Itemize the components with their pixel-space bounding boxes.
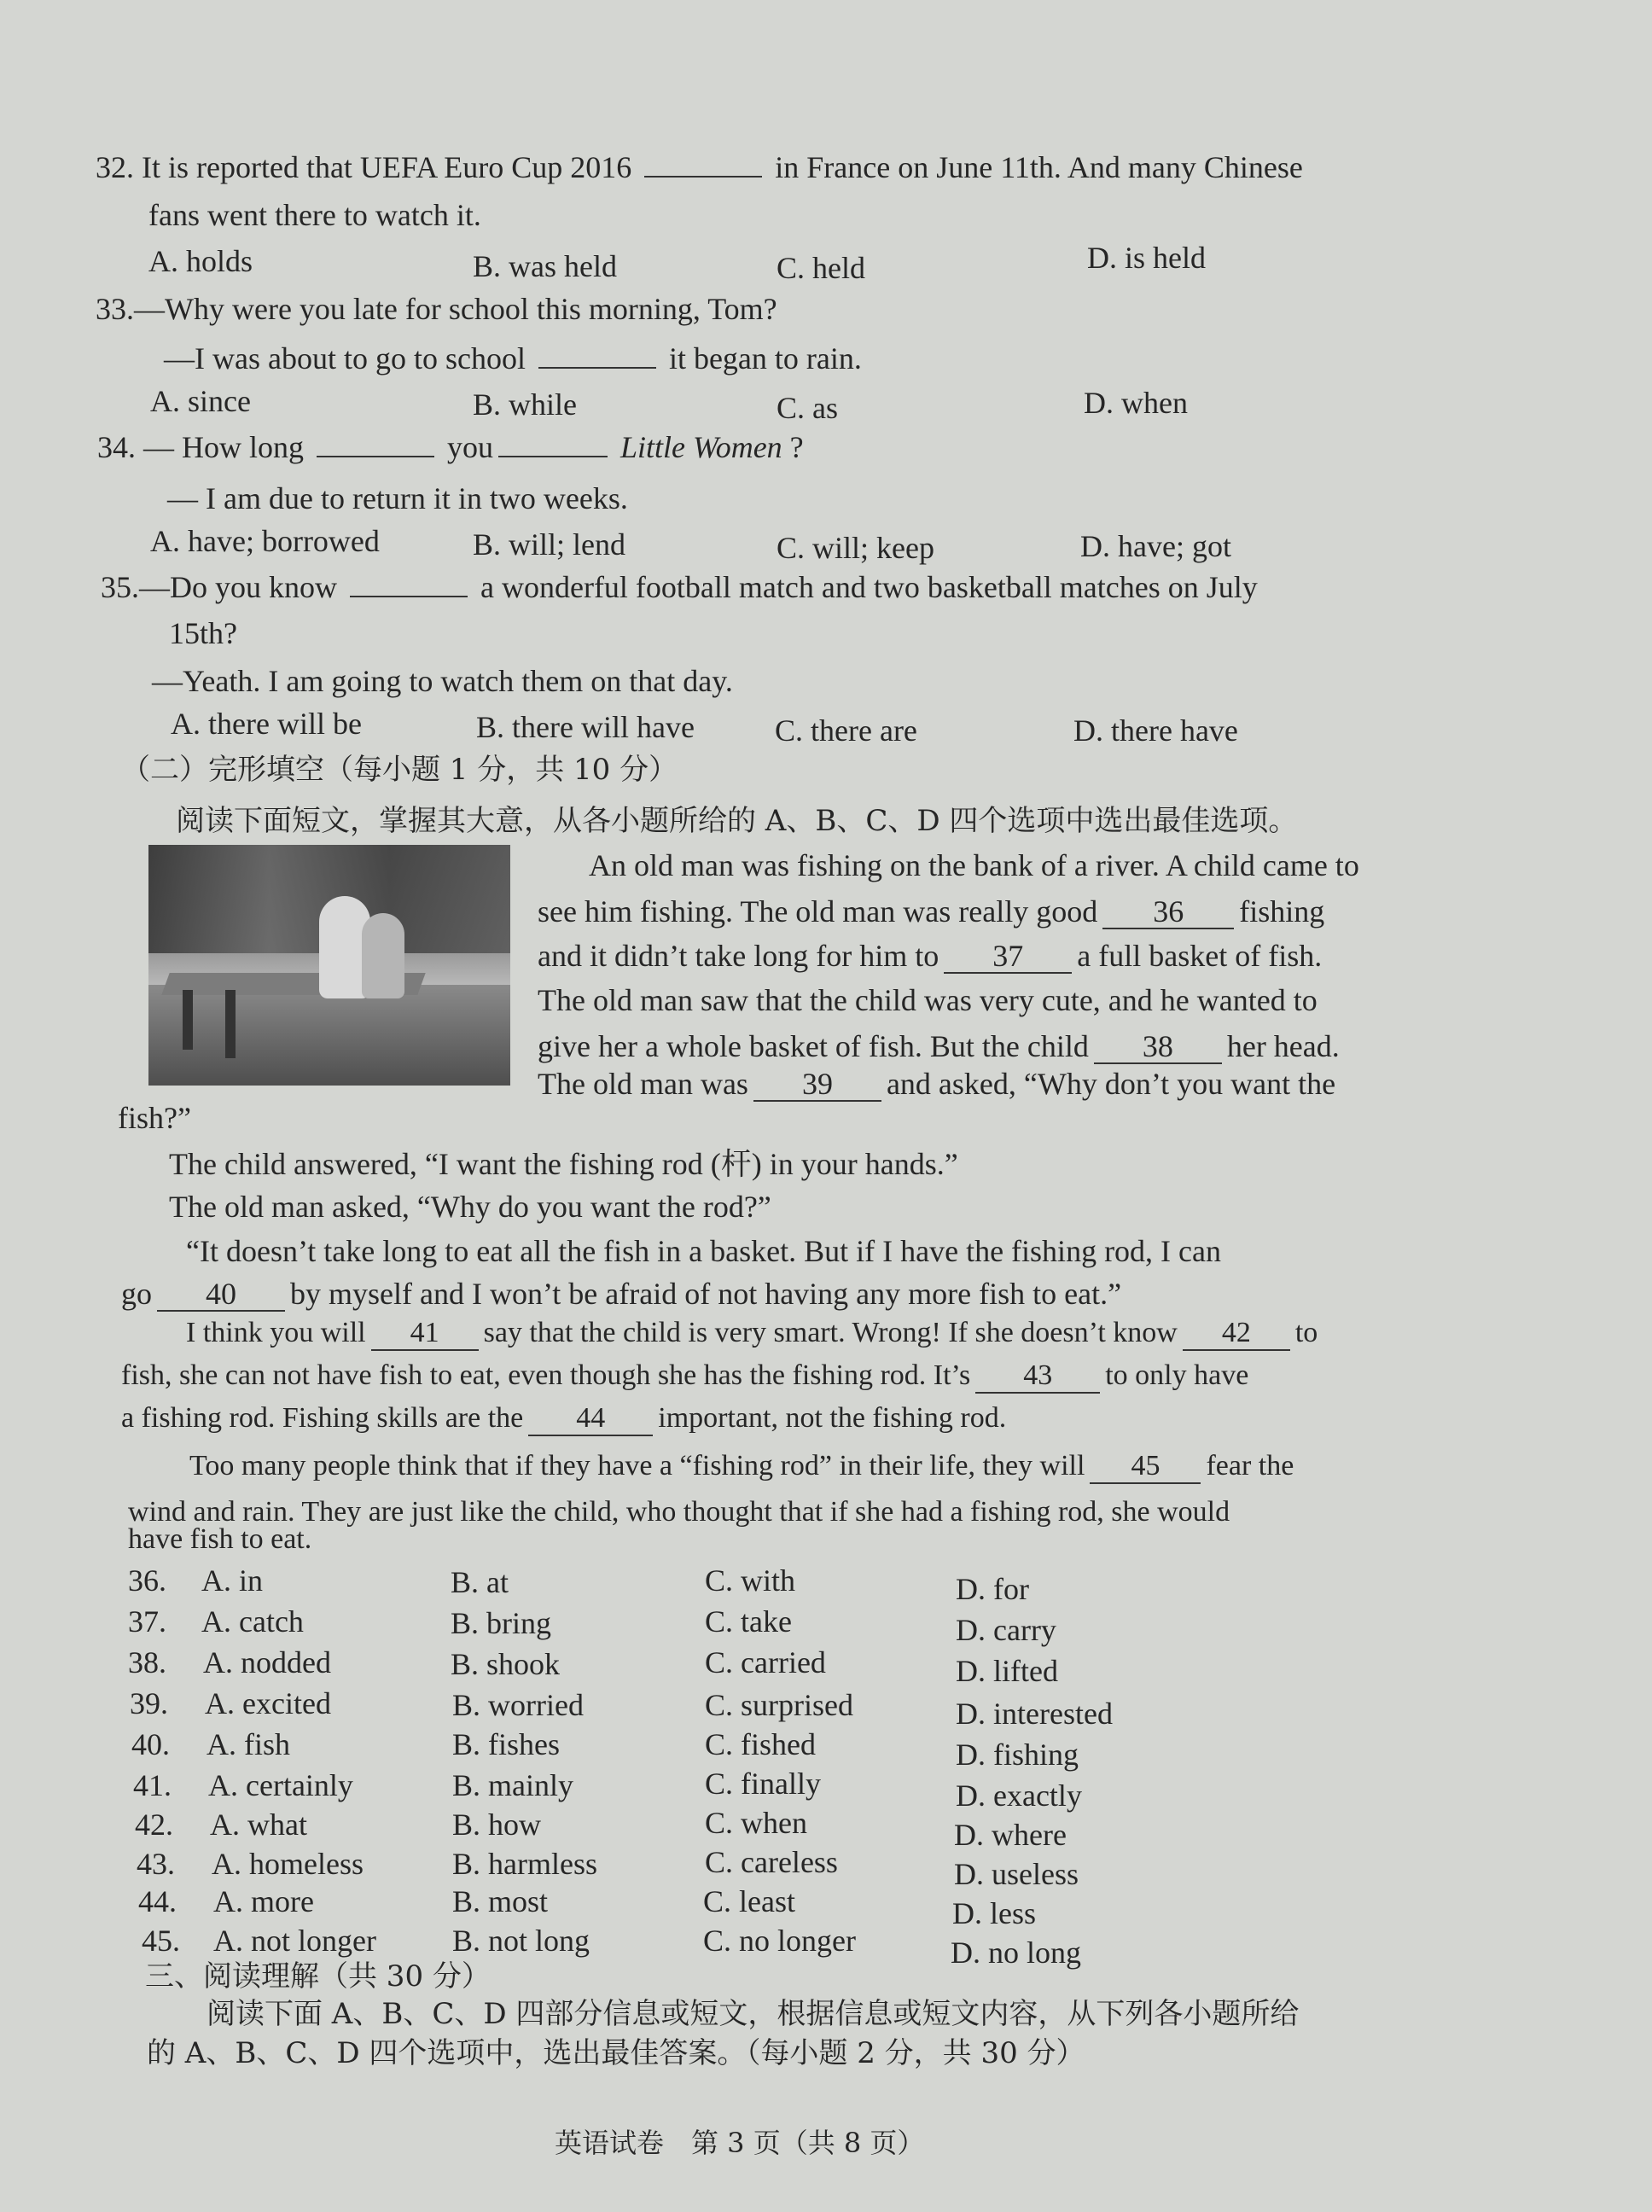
option-a: A. catch bbox=[201, 1604, 304, 1639]
option-b: B. while bbox=[473, 387, 577, 422]
question-34-line2: — I am due to return it in two weeks. bbox=[167, 481, 628, 515]
passage-line: An old man was fishing on the bank of a river. A child came to bbox=[589, 848, 1359, 882]
passage-line: The old man saw that the child was very cute, and he wanted to bbox=[538, 983, 1318, 1017]
passage-line: a fishing rod. Fishing skills are the 44 important, not the fishing rod. bbox=[121, 1400, 1006, 1437]
blank-43: 43 bbox=[975, 1359, 1100, 1394]
blank-41: 41 bbox=[371, 1317, 479, 1351]
blank-45: 45 bbox=[1090, 1450, 1201, 1484]
option-number: 41. bbox=[133, 1768, 172, 1802]
passage-line: The child answered, “I want the fishing rod (杆) in your hands.” bbox=[169, 1147, 958, 1181]
option-d: D. interested bbox=[956, 1697, 1113, 1731]
option-a: A. since bbox=[150, 384, 251, 418]
option-c: C. least bbox=[703, 1884, 795, 1918]
blank-40: 40 bbox=[157, 1278, 285, 1312]
passage-line: “It doesn’t take long to eat all the fish in a basket. But if I have the fishing rod, I can bbox=[186, 1234, 1221, 1268]
option-b: B. was held bbox=[473, 249, 617, 283]
option-d: D. no long bbox=[951, 1936, 1081, 1970]
option-b: B. worried bbox=[452, 1688, 584, 1722]
section-2-heading: （二）完形填空（每小题 1 分，共 10 分） bbox=[121, 753, 678, 787]
question-32: 32. It is reported that UEFA Euro Cup 2016 in France on June 11th. And many Chinese bbox=[96, 150, 1303, 184]
option-number: 44. bbox=[138, 1884, 177, 1918]
blank-36: 36 bbox=[1102, 895, 1234, 929]
question-33: 33.—Why were you late for school this morning, Tom? bbox=[96, 292, 777, 326]
question-33-line2: —I was about to go to school it began to rain. bbox=[164, 341, 862, 375]
option-b: B. not long bbox=[452, 1924, 590, 1958]
option-a: A. have; borrowed bbox=[150, 524, 380, 558]
option-d: D. where bbox=[954, 1818, 1067, 1852]
section-3-instruction-line1: 阅读下面 A、B、C、D 四部分信息或短文，根据信息或短文内容，从下列各小题所给 bbox=[206, 1997, 1300, 2031]
passage-line: The old man was 39 and asked, “Why don’t you want the bbox=[538, 1067, 1336, 1101]
option-d: D. carry bbox=[956, 1613, 1056, 1647]
option-a: A. fish bbox=[206, 1727, 290, 1761]
passage-line: I think you will 41 say that the child is very smart. Wrong! If she doesn’t know 42 to bbox=[186, 1314, 1318, 1352]
passage-photo bbox=[148, 845, 510, 1086]
option-number: 39. bbox=[130, 1686, 168, 1720]
section-3-instruction-line2: 的 A、B、C、D 四个选项中，选出最佳答案。（每小题 2 分，共 30 分） bbox=[147, 2036, 1085, 2070]
question-32-cont: fans went there to watch it. bbox=[148, 198, 481, 232]
option-c: C. there are bbox=[775, 713, 917, 748]
option-number: 45. bbox=[142, 1924, 180, 1958]
question-35-line2: —Yeath. I am going to watch them on that day. bbox=[152, 664, 733, 698]
passage-line: see him fishing. The old man was really good 36 fishing bbox=[538, 894, 1325, 928]
option-d: D. exactly bbox=[956, 1778, 1082, 1813]
option-b: B. mainly bbox=[452, 1768, 573, 1802]
option-c: C. surprised bbox=[705, 1688, 853, 1722]
option-c: C. carried bbox=[705, 1645, 826, 1679]
passage-line: wind and rain. They are just like the child, who thought that if she had a fishing rod, she would bbox=[128, 1496, 1230, 1528]
passage-line: fish?” bbox=[118, 1101, 191, 1135]
option-d: D. less bbox=[952, 1896, 1036, 1930]
option-b: B. bring bbox=[451, 1606, 552, 1640]
option-d: D. fishing bbox=[956, 1738, 1079, 1772]
option-c: C. as bbox=[777, 391, 838, 425]
option-a: A. in bbox=[201, 1563, 263, 1598]
blank-42: 42 bbox=[1183, 1317, 1290, 1351]
option-a: A. more bbox=[213, 1884, 314, 1918]
option-d: D. is held bbox=[1087, 241, 1206, 275]
option-b: B. fishes bbox=[452, 1727, 560, 1761]
blank-44: 44 bbox=[528, 1402, 653, 1436]
option-c: C. will; keep bbox=[777, 531, 934, 565]
option-a: A. holds bbox=[148, 244, 253, 278]
option-b: B. shook bbox=[451, 1647, 561, 1681]
option-d: D. when bbox=[1084, 386, 1188, 420]
section-2-instruction: 阅读下面短文，掌握其大意，从各小题所给的 A、B、C、D 四个选项中选出最佳选项。 bbox=[176, 804, 1298, 838]
option-c: C. when bbox=[705, 1806, 807, 1840]
option-d: D. for bbox=[956, 1572, 1029, 1606]
option-c: C. held bbox=[777, 251, 865, 285]
answer-blank bbox=[538, 367, 656, 369]
answer-blank bbox=[644, 176, 762, 178]
section-3-heading: 三、阅读理解（共 30 分） bbox=[145, 1959, 491, 1994]
blank-39: 39 bbox=[753, 1068, 881, 1102]
option-number: 38. bbox=[128, 1645, 166, 1679]
option-number: 42. bbox=[135, 1807, 173, 1842]
passage-line: fish, she can not have fish to eat, even though she has the fishing rod. It’s 43 to only have bbox=[121, 1357, 1248, 1394]
option-b: B. how bbox=[452, 1807, 542, 1842]
passage-line: give her a whole basket of fish. But the child 38 her head. bbox=[538, 1029, 1340, 1063]
answer-blank bbox=[350, 596, 468, 597]
blank-38: 38 bbox=[1094, 1030, 1222, 1064]
option-c: C. finally bbox=[705, 1767, 821, 1801]
passage-line: and it didn’t take long for him to 37 a full basket of fish. bbox=[538, 939, 1323, 973]
option-number: 37. bbox=[128, 1604, 166, 1639]
passage-line: Too many people think that if they have a “fishing rod” in their life, they will 45 fear the bbox=[189, 1447, 1294, 1485]
option-c: C. no longer bbox=[703, 1924, 856, 1958]
option-a: A. homeless bbox=[212, 1847, 364, 1881]
option-a: A. what bbox=[210, 1807, 307, 1842]
answer-blank bbox=[317, 456, 434, 457]
option-a: A. not longer bbox=[213, 1924, 376, 1958]
option-c: C. careless bbox=[705, 1845, 838, 1879]
option-b: B. there will have bbox=[476, 710, 695, 744]
passage-line: go 40 by myself and I won’t be afraid of not having any more fish to eat.” bbox=[121, 1277, 1122, 1311]
question-35-cont: 15th? bbox=[169, 616, 237, 650]
question-35: 35.—Do you know a wonderful football match and two basketball matches on July bbox=[101, 570, 1258, 604]
option-d: D. there have bbox=[1073, 713, 1238, 748]
page-footer: 英语试卷 第 3 页（共 8 页） bbox=[555, 2127, 925, 2159]
question-34: 34. — How long you Little Women ? bbox=[97, 430, 804, 464]
option-number: 43. bbox=[137, 1847, 175, 1881]
option-c: C. with bbox=[705, 1563, 796, 1598]
passage-line: The old man asked, “Why do you want the rod?” bbox=[169, 1190, 771, 1224]
option-a: A. certainly bbox=[208, 1768, 353, 1802]
option-number: 36. bbox=[128, 1563, 166, 1598]
option-a: A. there will be bbox=[171, 707, 362, 741]
option-c: C. fished bbox=[705, 1727, 816, 1761]
option-d: D. lifted bbox=[956, 1654, 1058, 1688]
option-number: 40. bbox=[131, 1727, 170, 1761]
option-a: A. excited bbox=[205, 1686, 331, 1720]
option-c: C. take bbox=[705, 1604, 792, 1639]
option-b: B. will; lend bbox=[473, 527, 625, 562]
option-d: D. useless bbox=[954, 1857, 1079, 1891]
option-b: B. most bbox=[452, 1884, 549, 1918]
option-a: A. nodded bbox=[203, 1645, 331, 1679]
option-b: B. at bbox=[451, 1565, 509, 1599]
option-d: D. have; got bbox=[1080, 529, 1231, 563]
blank-37: 37 bbox=[944, 940, 1072, 974]
answer-blank bbox=[498, 456, 608, 457]
passage-line: have fish to eat. bbox=[128, 1523, 312, 1555]
option-b: B. harmless bbox=[452, 1847, 597, 1881]
